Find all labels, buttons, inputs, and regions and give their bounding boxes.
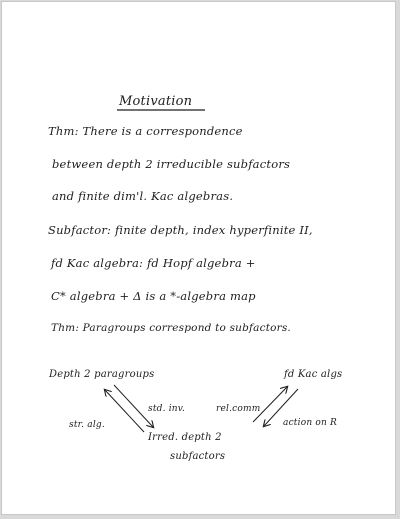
- arrow-label-str-alg: str. alg.: [69, 420, 105, 430]
- diagram-node-bottom-line2: subfactors: [170, 451, 226, 462]
- text-line-6: C* algebra + Δ is a *-algebra map: [51, 289, 256, 303]
- diagram-node-right: fd Kac algs: [284, 369, 343, 380]
- document-page: [2, 2, 395, 514]
- text-line-2: between depth 2 irreducible subfactors: [52, 157, 291, 171]
- text-line-7: Thm: Paragroups correspond to subfactors.: [51, 322, 291, 334]
- page-title: Motivation: [119, 94, 193, 109]
- arrow-label-action-on-r: action on R: [283, 418, 338, 428]
- arrow-rel-comm: [253, 387, 287, 422]
- diagram-arrows: [2, 2, 400, 519]
- text-line-5: fd Kac algebra: fd Hopf algebra +: [51, 256, 256, 270]
- text-line-1: Thm: There is a correspondence: [48, 124, 243, 138]
- text-line-3: and finite dim'l. Kac algebras.: [52, 189, 234, 203]
- arrow-label-std-inv: std. inv.: [148, 404, 186, 414]
- diagram-node-bottom-line1: Irred. depth 2: [148, 432, 222, 443]
- text-line-4: Subfactor: finite depth, index hyperfinite II,: [48, 223, 313, 237]
- arrow-action-on-r: [264, 389, 298, 426]
- diagram-node-left: Depth 2 paragroups: [49, 369, 155, 380]
- arrow-label-rel-comm: rel.comm: [216, 404, 261, 414]
